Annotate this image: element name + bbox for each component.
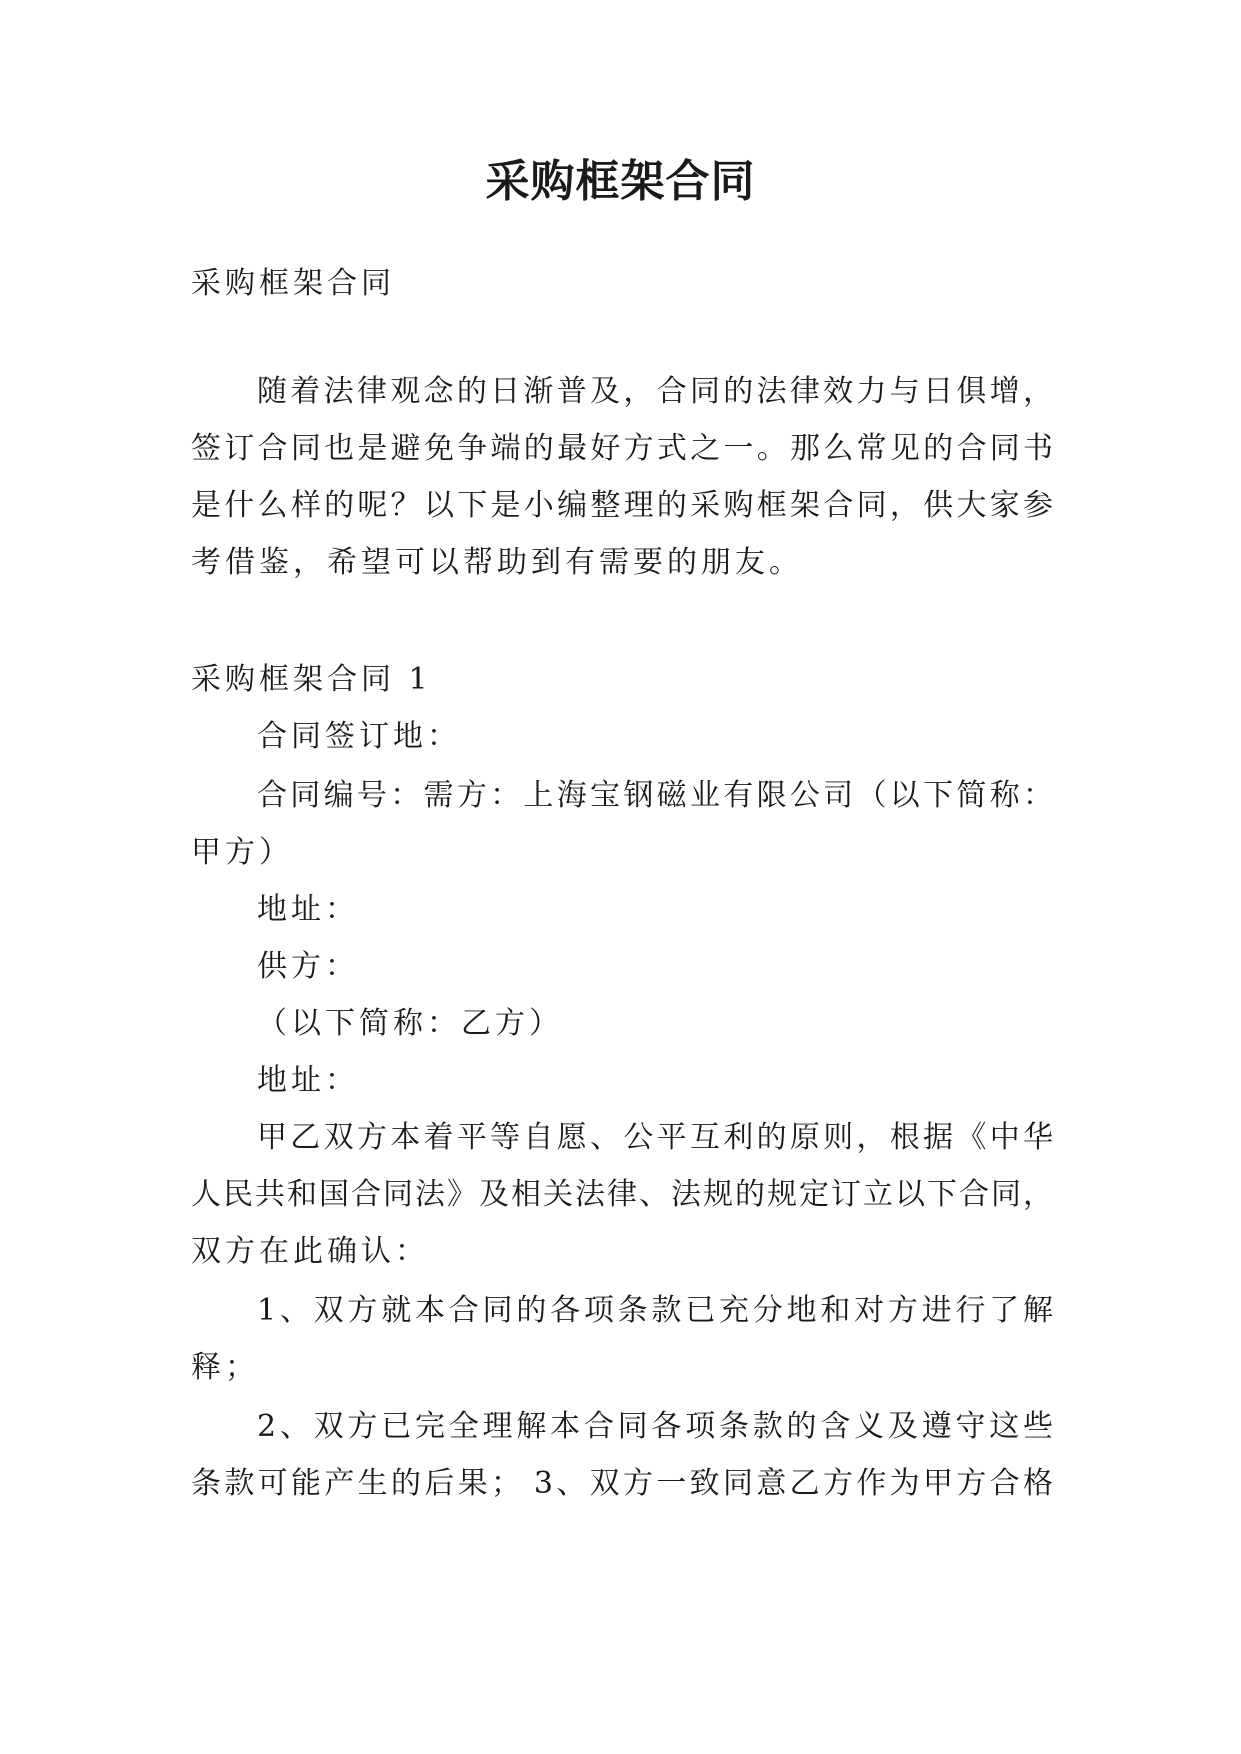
contract-line: 甲方） bbox=[191, 835, 293, 870]
contract-line: 条款可能产生的后果； 3、双方一致同意乙方作为甲方合格 bbox=[191, 1466, 1053, 1501]
document-title: 采购框架合同 bbox=[485, 156, 756, 207]
document-subtitle: 采购框架合同 bbox=[191, 266, 395, 301]
contract-line: 释； bbox=[191, 1350, 259, 1385]
contract-signing-place: 合同签订地： bbox=[257, 719, 461, 754]
section-heading: 采购框架合同 1 bbox=[191, 662, 432, 697]
contract-clause: 1、双方就本合同的各项条款已充分地和对方进行了解 bbox=[257, 1293, 1053, 1328]
contract-line: 甲乙双方本着平等自愿、公平互利的原则，根据《中华 bbox=[257, 1120, 1053, 1155]
contract-line: 双方在此确认： bbox=[191, 1234, 429, 1269]
intro-line: 考借鉴，希望可以帮助到有需要的朋友。 bbox=[191, 545, 803, 580]
supplier: 供方： bbox=[257, 949, 359, 984]
intro-line: 是什么样的呢？以下是小编整理的采购框架合同，供大家参 bbox=[191, 488, 1053, 523]
buyer-address: 地址： bbox=[257, 892, 359, 927]
contract-clause: 2、双方已完全理解本合同各项条款的含义及遵守这些 bbox=[257, 1409, 1053, 1444]
contract-number-buyer: 合同编号：需方：上海宝钢磁业有限公司（以下简称： bbox=[257, 778, 1053, 813]
supplier-address: 地址： bbox=[257, 1063, 359, 1098]
intro-line: 签订合同也是避免争端的最好方式之一。那么常见的合同书 bbox=[191, 431, 1053, 466]
intro-line: 随着法律观念的日渐普及，合同的法律效力与日俱增， bbox=[257, 374, 1053, 409]
supplier-alias: （以下简称：乙方） bbox=[257, 1006, 563, 1041]
contract-line: 人民共和国合同法》及相关法律、法规的规定订立以下合同， bbox=[191, 1177, 1053, 1212]
